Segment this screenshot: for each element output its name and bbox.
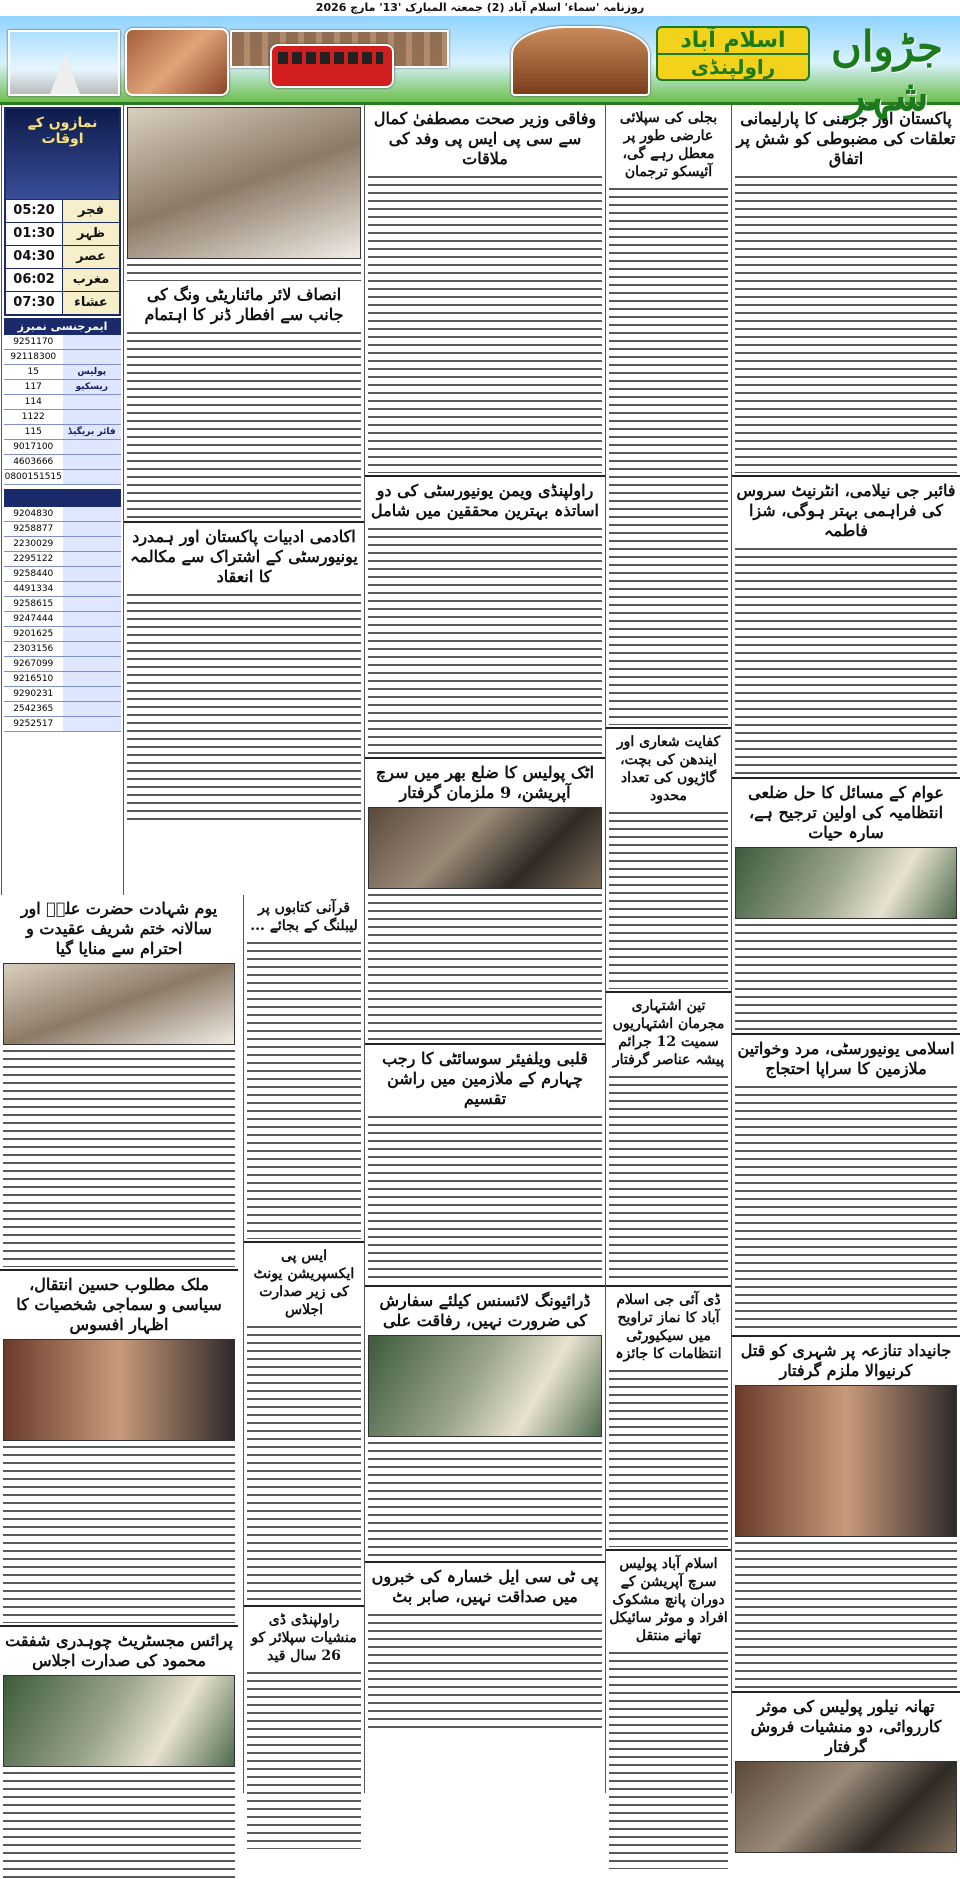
police-row — [4, 717, 121, 732]
station-name — [63, 672, 122, 686]
contact-name: پولیس — [63, 365, 122, 379]
prayer-row — [6, 199, 119, 222]
story-body — [127, 591, 361, 821]
contact-number: 1122 — [4, 410, 63, 424]
emergency-row — [4, 350, 121, 365]
prayer-name: مغرب — [72, 272, 110, 287]
station-name — [63, 702, 122, 716]
station-number: 9216510 — [4, 672, 63, 686]
story-body — [609, 1649, 728, 1869]
story-headline: ایس پی ایکسپریشن یونٹ کی زیر صدارت اجلاس — [253, 1248, 355, 1318]
divider — [606, 991, 731, 993]
prayer-name: عشاء — [74, 295, 108, 310]
column-5 — [1, 105, 123, 895]
divider — [244, 1605, 364, 1607]
station-name — [63, 522, 122, 536]
divider — [732, 475, 960, 477]
station-number: 9290231 — [4, 687, 63, 701]
police-row — [4, 537, 121, 552]
story-body — [247, 939, 361, 1239]
divider — [365, 1561, 605, 1563]
story-headline: ڈرائیونگ لائسنس کیلئے سفارش کی ضرورت نہیں، رفاقت علی — [379, 1291, 591, 1330]
divider — [732, 1691, 960, 1693]
city-rawalpindi: راولپنڈی — [690, 55, 776, 79]
divider — [0, 1269, 238, 1271]
search-operation-photo — [368, 807, 602, 889]
story-body — [3, 1769, 235, 1879]
contact-number: 0800151515 — [4, 472, 62, 482]
station-name — [63, 642, 122, 656]
prayer-name: ظہر — [77, 226, 105, 241]
story-headline: قلبی ویلفیئر سوسائٹی کا رجب چہارم کے ملازمین میں راشن تقسیم — [382, 1049, 588, 1108]
condolence-photo — [3, 1339, 235, 1441]
story-body — [609, 809, 728, 989]
gathering-photo — [3, 963, 235, 1045]
prayer-times-widget — [4, 107, 121, 316]
story-body — [735, 545, 957, 775]
police-row — [4, 627, 121, 642]
divider — [606, 1285, 731, 1287]
story-body — [368, 891, 602, 1041]
story-body — [247, 1323, 361, 1603]
content-area — [0, 105, 960, 1793]
meeting-photo — [735, 847, 957, 919]
contact-number: 9017100 — [4, 440, 63, 454]
station-name — [63, 582, 122, 596]
station-number: 9247444 — [4, 612, 63, 626]
emergency-row — [4, 425, 121, 440]
police-row — [4, 552, 121, 567]
contact-name — [63, 335, 122, 349]
station-number: 2230029 — [4, 537, 63, 551]
contact-number: 115 — [4, 425, 63, 439]
story-body — [127, 329, 361, 519]
story-headline: یوم شہادت حضرت علیؓ اور سالانہ ختم شریف عقیدت و احترام سے منایا گیا — [20, 899, 218, 958]
story-headline: تین اشتہاری مجرمان اشتہاریوں سمیت 12 جرائم پیشہ عناصر گرفتار — [612, 998, 725, 1068]
divider — [606, 1549, 731, 1551]
prayer-time: 04:30 — [6, 246, 63, 268]
contact-name: ریسکیو — [63, 380, 122, 394]
station-number: 2295122 — [4, 552, 63, 566]
column-3 — [364, 105, 605, 1793]
contact-number: 114 — [4, 395, 63, 409]
station-number: 2542365 — [4, 702, 63, 716]
story-headline: جانیداد تنازعہ پر شہری کو قتل کرنیوالا ملزم گرفتار — [740, 1341, 952, 1380]
station-name — [63, 612, 122, 626]
police-row — [4, 702, 121, 717]
contact-name — [63, 455, 122, 469]
column-1 — [731, 105, 960, 1793]
column-6 — [0, 895, 238, 1793]
emergency-row — [4, 455, 121, 470]
story-headline: ملک مطلوب حسین انتقال، سیاسی و سماجی شخصیات کا اظہار افسوس — [16, 1275, 222, 1334]
prayer-time: 07:30 — [6, 292, 63, 314]
metro-bus-photo — [270, 44, 394, 88]
contact-number: 117 — [4, 380, 63, 394]
prayer-row — [6, 222, 119, 245]
station-number: 2303156 — [4, 642, 63, 656]
station-name — [63, 507, 122, 521]
police-row — [4, 597, 121, 612]
station-name — [63, 687, 122, 701]
emergency-row — [4, 380, 121, 395]
story-headline: راولپنڈی ویمن یونیورسٹی کی دو اساتذہ بہترین محققین میں شامل — [371, 481, 599, 520]
police-row — [4, 642, 121, 657]
station-name — [63, 597, 122, 611]
contact-name: فائر بریگیڈ — [63, 425, 122, 439]
caption — [127, 261, 361, 281]
story-body — [735, 1083, 957, 1333]
story-body — [368, 525, 602, 755]
story-body — [735, 1539, 957, 1689]
station-number: 9258615 — [4, 597, 63, 611]
station-number: 9267099 — [4, 657, 63, 671]
story-body — [368, 1611, 602, 1731]
station-name — [63, 567, 122, 581]
prayer-row — [6, 291, 119, 314]
story-body — [609, 185, 728, 725]
emergency-row — [4, 335, 121, 350]
police-row — [4, 582, 121, 597]
column-4 — [123, 105, 364, 895]
story-headline: ڈی آئی جی اسلام آباد کا نماز تراویح میں سیکیورٹی انتظامات کا جائزہ — [615, 1292, 722, 1362]
story-headline: تھانہ نیلور پولیس کی موثر کارروائی، دو منشیات فروش گرفتار — [750, 1697, 942, 1756]
station-name — [63, 627, 122, 641]
story-headline: پاکستان اور جرمنی کا پارلیمانی تعلقات کی مضبوطی کو شش پر اتفاق — [736, 109, 956, 168]
story-headline: انصاف لائر مائناریٹی ونگ کی جانب سے افطار ڈنر کا اہتمام — [144, 285, 344, 324]
story-headline: وفاقی وزیر صحت مصطفیٰ کمال سے سی پی ایس پی وفد کی ملاقات — [373, 109, 597, 168]
license-event-photo — [368, 1335, 602, 1437]
story-body — [3, 1047, 235, 1267]
divider — [0, 1625, 238, 1627]
police-row — [4, 522, 121, 537]
police-row — [4, 687, 121, 702]
contact-name — [63, 470, 122, 484]
contact-number: 15 — [4, 365, 63, 379]
police-row — [4, 567, 121, 582]
police-row — [4, 672, 121, 687]
divider — [365, 757, 605, 759]
story-body — [735, 921, 957, 1031]
story-headline: عوام کے مسائل کا حل ضلعی انتظامیہ کی اولین ترجیح ہے، سارہ حیات — [748, 783, 944, 842]
story-body — [368, 1439, 602, 1559]
contact-name — [63, 350, 122, 364]
emergency-row — [4, 410, 121, 425]
pakistan-monument-photo — [511, 26, 650, 96]
emergency-row — [4, 470, 121, 485]
contact-number: 92118300 — [4, 350, 63, 364]
story-body — [368, 1113, 602, 1283]
police-row — [4, 507, 121, 522]
story-body — [609, 1073, 728, 1283]
column-2 — [605, 105, 731, 1793]
divider — [732, 1335, 960, 1337]
police-photo — [735, 1385, 957, 1537]
story-headline: اکادمی ادبیات پاکستان اور ہمدرد یونیورسٹی کے اشتراک سے مکالمہ کا انعقاد — [130, 527, 358, 586]
story-body — [609, 1367, 728, 1547]
contact-name — [63, 410, 122, 424]
station-number: 9258440 — [4, 567, 63, 581]
prayer-time: 06:02 — [6, 269, 63, 291]
divider — [124, 521, 364, 523]
contact-number: 9251170 — [4, 335, 63, 349]
city-names — [656, 26, 810, 81]
police-numbers-title — [4, 489, 121, 507]
story-body — [247, 1669, 361, 1849]
prayer-name: فجر — [78, 203, 104, 218]
prayer-name: عصر — [76, 249, 106, 264]
station-name — [63, 657, 122, 671]
station-number: 9204830 — [4, 507, 63, 521]
station-name — [63, 552, 122, 566]
station-number: 4491334 — [4, 582, 63, 596]
emergency-row — [4, 395, 121, 410]
emergency-row — [4, 440, 121, 455]
divider — [365, 1285, 605, 1287]
prayer-row — [6, 245, 119, 268]
prayer-time: 01:30 — [6, 223, 63, 245]
divider — [365, 1043, 605, 1045]
officer-photo — [735, 1761, 957, 1853]
station-number: 9258877 — [4, 522, 63, 536]
station-name — [63, 537, 122, 551]
city-islamabad: اسلام آباد — [658, 28, 808, 55]
story-headline: فائبر جی نیلامی، انٹرنیٹ سروس کی فراہمی بہتر ہوگی، شزا فاطمہ — [736, 481, 956, 540]
prayer-time: 05:20 — [6, 200, 63, 222]
story-headline: اسلامی یونیورسٹی، مرد وخواتین ملازمین کا سراپا احتجاج — [737, 1039, 955, 1078]
column-4-lower — [243, 895, 364, 1793]
contact-name — [63, 395, 122, 409]
mosque-photo — [8, 30, 120, 96]
emergency-row — [4, 365, 121, 380]
divider — [365, 475, 605, 477]
contact-number: 4603666 — [4, 455, 63, 469]
divider — [732, 777, 960, 779]
divider — [606, 727, 731, 729]
dateline: روزنامہ 'سماء' اسلام آباد (2) جمعتہ المبارک '13' مارچ 2026 — [0, 0, 960, 17]
story-headline: اسلام آباد پولیس سرچ آپریشن کے دوران پانچ مشکوک افراد و موٹر سائیکل تھانے منتقل — [609, 1556, 728, 1644]
station-number: 9252517 — [4, 717, 63, 731]
prayer-times-title: نمازوں کے اوقات — [6, 109, 119, 199]
story-headline: کفایت شعاری اور ایندھن کی بچت، گاڑیوں کی تعداد محدود — [616, 734, 721, 804]
story-headline: بجلی کی سپلائی عارضی طور پر معطل رہے گی، آئیسکو ترجمان — [619, 110, 718, 180]
story-body — [368, 173, 602, 473]
divider — [732, 1033, 960, 1035]
story-headline: قرآنی کتابوں پر لیبلنگ کے بجائے ... — [250, 900, 358, 934]
masthead-title: جڑواں شہر — [831, 22, 943, 120]
market-photo — [3, 1675, 235, 1767]
story-headline: پرائس مجسٹریٹ چوہدری شفقت محمود کی صدارت اجلاس — [5, 1631, 233, 1670]
story-headline: راولپنڈی ڈی منشیات سپلائر کو 26 سال قید — [251, 1612, 357, 1664]
story-headline: پی ٹی سی ایل خسارہ کی خبروں میں صداقت نہیں، صابر بٹ — [371, 1567, 599, 1606]
station-number: 9201625 — [4, 627, 63, 641]
story-body — [3, 1443, 235, 1623]
story-headline: اٹک پولیس کا ضلع بھر میں سرچ آپریشن، 9 ملزمان گرفتار — [375, 763, 595, 802]
monument-photo — [125, 28, 229, 96]
emergency-numbers-title: ایمرجنسی نمبرز — [4, 318, 121, 335]
masthead — [0, 16, 960, 120]
story-body — [735, 173, 957, 473]
contact-name — [63, 440, 122, 454]
police-row — [4, 657, 121, 672]
officials-photo — [127, 107, 361, 259]
divider — [244, 1241, 364, 1243]
police-row — [4, 612, 121, 627]
station-name — [63, 717, 122, 731]
prayer-row — [6, 268, 119, 291]
